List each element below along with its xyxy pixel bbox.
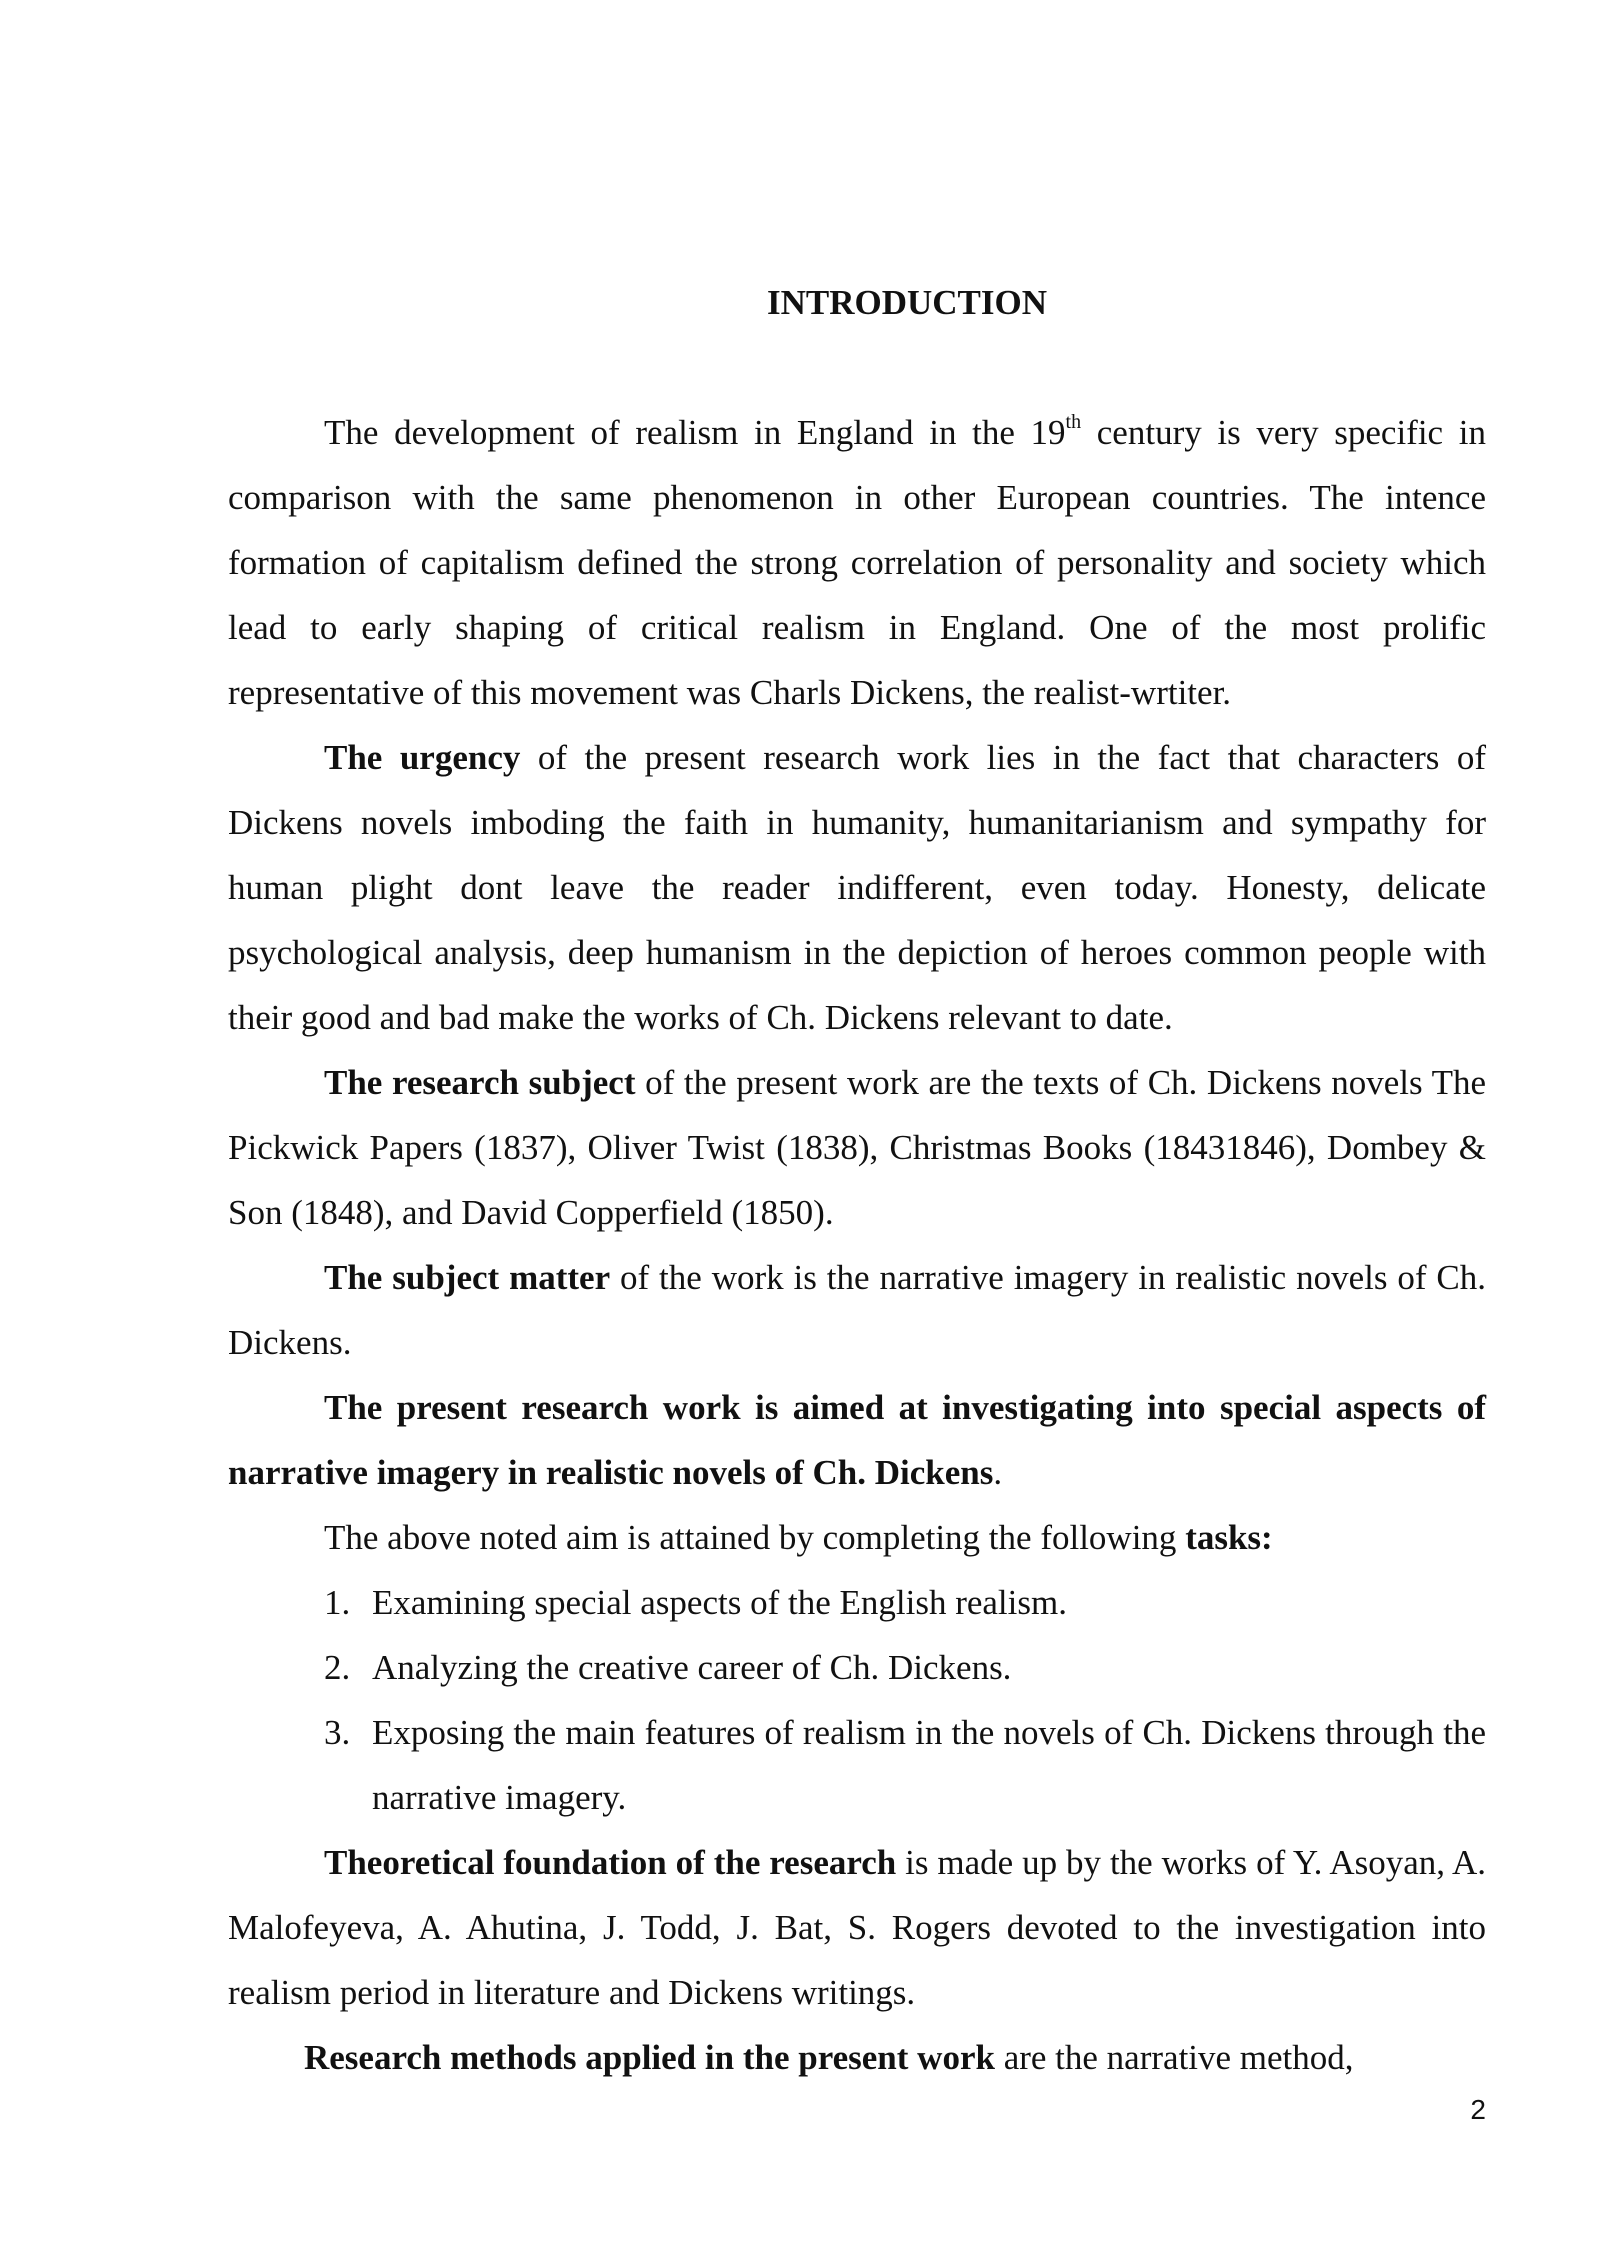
research-methods-text: are the narrative method, bbox=[994, 2038, 1354, 2077]
intro-text-start: The development of realism in England in the 19 bbox=[324, 413, 1066, 452]
urgency-text: of the present research work lies in the fact that characters of Dickens novels imboding the faith in humanity, humanitarianism and sympathy for human plight dont leave the reader indifferent, even today. Honesty, delicate psychological analysis, deep humanism in the depiction of heroes common people with their good and bad make the works of Ch. Dickens relevant to date. bbox=[228, 738, 1486, 1037]
theoretical-foundation-text: is made up by the works of Y. Asoyan, A. Malofeyeva, A. Ahutina, J. Todd, J. Bat, S. Rogers devoted to the investigation into realism period in literature and Dickens writings. bbox=[228, 1843, 1487, 2012]
list-item bbox=[228, 1700, 1486, 1830]
paragraph-research-subject bbox=[228, 1050, 1486, 1245]
page-title: INTRODUCTION bbox=[766, 283, 1048, 322]
tasks-intro-text: The above noted aim is attained by completing the following bbox=[324, 1518, 1186, 1557]
theoretical-foundation-heading: Theoretical foundation of the research bbox=[324, 1843, 897, 1882]
list-item-text: Examining special aspects of the English realism. bbox=[372, 1583, 1067, 1622]
superscript-th: th bbox=[1065, 411, 1082, 433]
paragraph-urgency bbox=[228, 725, 1486, 1050]
paragraph-intro bbox=[228, 400, 1486, 725]
tasks-heading: tasks: bbox=[1185, 1518, 1273, 1557]
list-item-number: 1. bbox=[324, 1583, 351, 1622]
subject-matter-text: of the work is the narrative imagery in realistic novels of Ch. Dickens. bbox=[228, 1258, 1486, 1362]
paragraph-subject-matter bbox=[228, 1245, 1486, 1375]
paragraph-tasks-intro bbox=[228, 1505, 1486, 1570]
page-number: 2 bbox=[1470, 2094, 1486, 2125]
paragraph-research-methods bbox=[228, 2025, 1486, 2090]
list-item bbox=[228, 1570, 1486, 1635]
subject-matter-heading: The subject matter bbox=[324, 1258, 611, 1297]
list-item-text: Analyzing the creative career of Ch. Dickens. bbox=[372, 1648, 1012, 1687]
tasks-list bbox=[228, 1570, 1486, 1830]
list-item bbox=[228, 1635, 1486, 1700]
list-item-number: 3. bbox=[324, 1713, 351, 1752]
research-subject-text: of the present work are the texts of Ch. Dickens novels The Pickwick Papers (1837), Oliver Twist (1838), Christmas Books (18431846), Dombey & Son (1848), and David Copperfield (1850). bbox=[228, 1063, 1486, 1232]
document-page bbox=[228, 270, 1486, 2090]
intro-text-end: century is very specific in comparison with the same phenomenon in other European countries. The intence formation of capitalism defined the strong correlation of personality and society which lead to early shaping of critical realism in England. One of the most prolific representative of this movement was Charls Dickens, the realist-wrtiter. bbox=[228, 413, 1486, 712]
research-subject-heading: The research subject bbox=[324, 1063, 636, 1102]
aim-heading: The present research work is aimed at investigating into special aspects of narrative imagery in realistic novels of Ch. Dickens bbox=[228, 1388, 1486, 1492]
paragraph-aim bbox=[228, 1375, 1486, 1505]
aim-text: . bbox=[993, 1453, 1003, 1492]
paragraph-theoretical-foundation bbox=[228, 1830, 1486, 2025]
research-methods-heading: Research methods applied in the present work bbox=[304, 2038, 995, 2077]
list-item-text: Exposing the main features of realism in the novels of Ch. Dickens through the narrative imagery. bbox=[372, 1713, 1486, 1817]
urgency-heading: The urgency bbox=[324, 738, 521, 777]
list-item-number: 2. bbox=[324, 1648, 351, 1687]
